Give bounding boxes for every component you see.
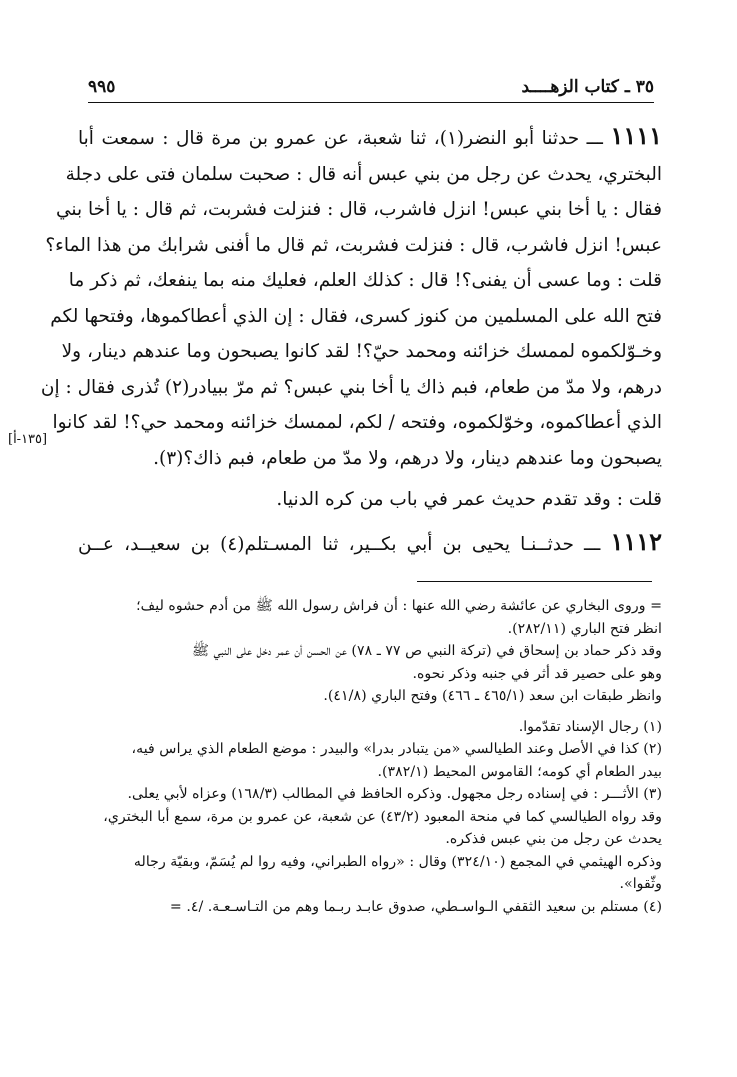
footnote-4: (٤) مستلم بن سعيد الثقفي الـواسـطي، صدوق عابـد ربـما وهم من التـاسـعـة. /٤. =	[169, 898, 662, 915]
footnote-line: وذكره الهيثمي في المجمع (٣٢٤/١٠) وقال : «رواه الطبراني، وفيه روا لم يُسَمّ، وبقيّة رجاله	[133, 853, 662, 870]
footnote-line: وقد ذكر حماد بن إسحاق في (تركة النبي ص ٧٧ ـ ٧٨) عن الحسن أن عمر دخل على النبي ﷺ	[191, 643, 662, 659]
hadith-1112-line-1: ١١١٢ ـــ حدثــنـا يحيى بن أبي بكــير، ثنا المسـتلم(٤) بن سعيــد، عــن	[78, 526, 662, 556]
hadith-1111-line-3: فقال : يا أخا بني عبس! انزل فاشرب، قال : فنزلت فشربت، ثم قال : يا أخا بني	[56, 199, 662, 220]
hadith-1111-line-4: عبس! انزل فاشرب، قال : فنزلت فشربت، ثم قال ما أفنى شرابك من هذا الماء؟	[45, 234, 662, 256]
running-header	[88, 72, 654, 102]
manuscript-folio-note: [١٣٥-أ]	[8, 432, 48, 447]
footnote-separator	[417, 581, 652, 582]
hadith-1111-line-7: وخـوّلكموه لممسك خزائنه ومحمد حيّ؟! لقد كانوا يصبحون وما عندهم دينار، ولا	[61, 341, 662, 362]
hadith-number: ١١١١	[610, 121, 662, 150]
main-text	[40, 118, 662, 562]
hadith-1111-line-6: فتح الله على المسلمين من كنوز كسرى، فقال : إن الذي أعطاكموها، وفتحها لكم	[50, 305, 662, 327]
header-rule	[88, 102, 654, 103]
footnote-line: = وروى البخاري عن عائشة رضي الله عنها : أن فراش رسول الله ﷺ من أدم حشوه ليف؛	[136, 598, 662, 614]
hadith-1111-line-2: البختري، يحدث عن رجل من بني عبس أنه قال : صحبت سلمان فتى على دجلة	[65, 163, 662, 185]
footnote-1: (١) رجال الإسناد تقدّموا.	[518, 718, 662, 735]
footnote-line: وثّقوا».	[619, 876, 662, 892]
footnote-3: (٣) الأثـــر : في إسناده رجل مجهول. وذكره الحافظ في المطالب (١٦٨/٣) وعزاه لأبي يعلى.	[127, 786, 662, 802]
footnote-line: بيدر الطعام أي كومه؛ القاموس المحيط (٣٨٢/١).	[377, 763, 662, 780]
footnote-line: وقد رواه الطيالسي كما في منحة المعبود (٤٣/٢) عن شعبة، عن عمرو بن مرة، سمع أبا البختري،	[103, 808, 662, 825]
author-remark: قلت : وقد تقدم حديث عمر في باب من كره الدنيا.	[276, 489, 662, 510]
footnote-line: وانظر طبقات ابن سعد (٤٦٥/١ ـ ٤٦٦) وفتح الباري (٤١/٨).	[323, 688, 662, 704]
footnote-line: يحدث عن رجل من بني عبس فذكره.	[445, 831, 662, 847]
hadith-number: ١١١٢	[610, 526, 662, 556]
hadith-1111-line-10: يصبحون وما عندهم دينار، ولا درهم، ولا مدّ من طعام، فبم ذاك؟(٣).	[153, 447, 662, 469]
hadith-1111-line-8: درهم، ولا مدّ من طعام، فبم ذاك يا أخا بني عبس؟ ثم مرّ ببيادر(٢) تُذرى فقال : إن	[40, 376, 662, 398]
chapter-title: ٣٥ ـ كتاب الزهــــد	[521, 77, 654, 97]
hadith-1111-line-9: الذي أعطاكموه، وخوّلكموه، وفتحه / لكم، لممسك خزائنه ومحمد حي؟! لقد كانوا	[52, 412, 662, 433]
hadith-1111-line-1: ١١١١ ـــ حدثنا أبو النضر(١)، ثنا شعبة، عن عمرو بن مرة قال : سمعت أبا	[78, 121, 662, 150]
footnote-line: وهو على حصير قد أثر في جنبه وذكر نحوه.	[412, 665, 662, 682]
footnote-2: (٢) كذا في الأصل وعند الطيالسي «من يتبادر بدرا» والبيدر : موضع الطعام الذي يراس فيه،	[131, 741, 662, 757]
page-number: ٩٩٥	[88, 77, 116, 97]
footnote-line: انظر فتح الباري (٢٨٢/١١).	[507, 620, 662, 637]
hadith-1111-line-5: قلت : وما عسى أن يفنى؟! قال : كذلك العلم، فعليك منه بما ينفعك، ثم ذكر ما	[68, 270, 662, 291]
footnotes	[72, 595, 662, 918]
